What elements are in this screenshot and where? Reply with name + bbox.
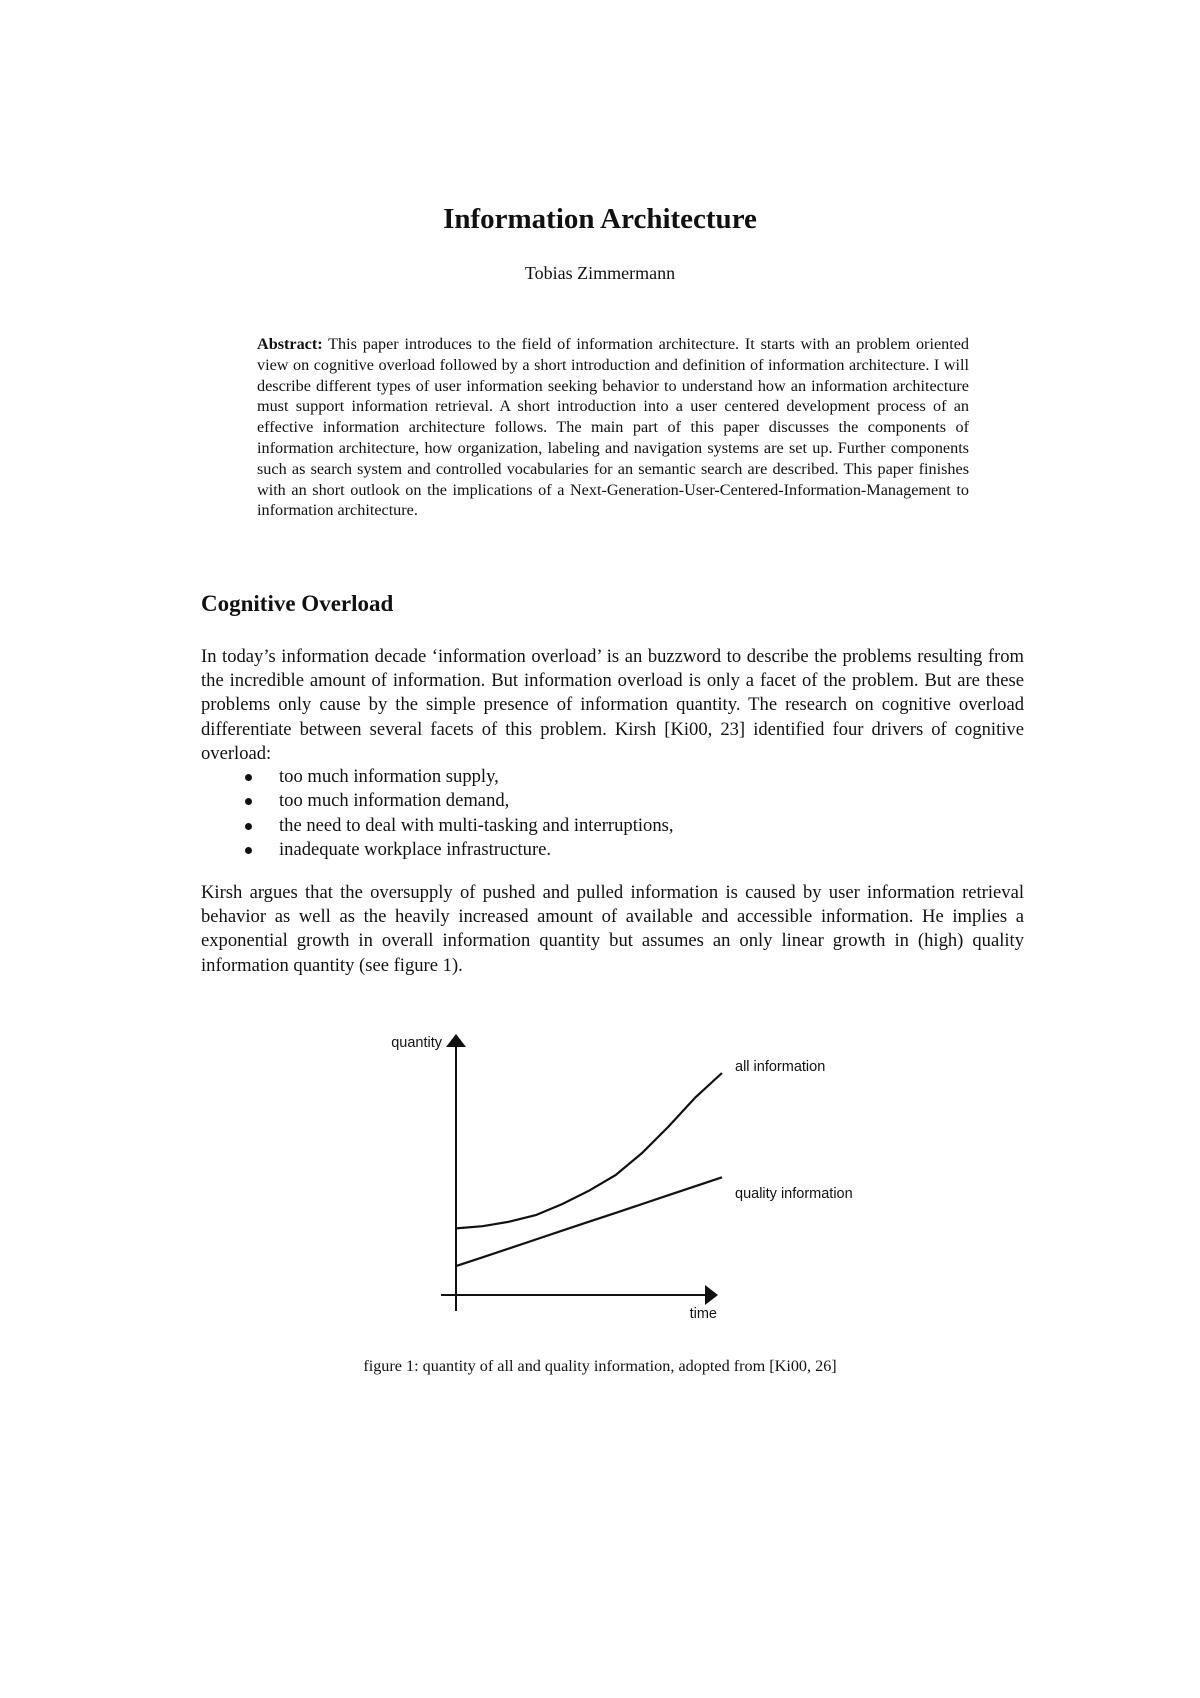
list-item-text: too much information demand, [279,790,510,812]
figure-1 [370,1025,890,1325]
paper-title: Information Architecture [443,203,757,235]
series-line-all-information [456,1073,722,1228]
series-label-quality-information: quality information [735,1186,853,1202]
y-axis-arrow-icon [446,1034,466,1047]
list-item-text: inadequate workplace infrastructure. [279,839,552,861]
list-item [201,814,674,838]
section-heading: Cognitive Overload [201,591,394,616]
bullet-icon [245,774,252,781]
body-paragraph-1: In today’s information decade ‘information overload’ is an buzzword to describe the problems resulting from the incredible amount of information. But information overload is only a facet of the problem. But are these problems only cause by the simple presence of information quantity. The research on cognitive overload differentiate between several facets of this problem. Kirsh [Ki00, 23] identified four drivers of cognitive overload: [201,646,1024,764]
quantity-chart [370,1025,890,1325]
abstract-text: This paper introduces to the field of information architecture. It starts with an problem oriented view on cognitive overload followed by a short introduction and definition of information architecture. I will describe different types of user information seeking behavior to understand how an information architecture must support information retrieval. A short introduction into a user centered development process of an effective information architecture follows. The main part of this paper discusses the components of information architecture, how organization, labeling and navigation systems are set up. Further components such as search system and controlled vocabularies for an semantic search are described. This paper finishes with an short outlook on the implications of a Next-Generation-User-Centered-Information-Management to information architecture. [257,335,969,520]
author-name: Tobias Zimmermann [524,263,676,283]
list-item [201,838,674,862]
abstract [257,334,969,521]
bullet-icon [245,847,252,854]
y-axis-label: quantity [391,1035,442,1051]
drivers-list [201,765,674,863]
abstract-label: Abstract: [257,335,323,353]
x-axis-label: time [689,1306,717,1322]
list-item [201,789,674,813]
figure-caption: figure 1: quantity of all and quality information, adopted from [Ki00, 26] [363,1357,837,1375]
x-axis-arrow-icon [705,1285,718,1305]
list-item [201,765,674,789]
list-item-text: too much information supply, [279,766,499,787]
body-paragraph-2: Kirsh argues that the oversupply of pushed and pulled information is caused by user information retrieval behavior as well as the heavily increased amount of available and accessible information. He implies a exponential growth in overall information quantity but assumes an only linear growth in (high) quality information quantity (see figure 1). [201,882,1024,976]
list-item-text: the need to deal with multi-tasking and interruptions, [279,814,674,836]
bullet-icon [245,798,252,805]
bullet-icon [245,823,252,830]
series-label-all-information: all information [735,1059,826,1075]
